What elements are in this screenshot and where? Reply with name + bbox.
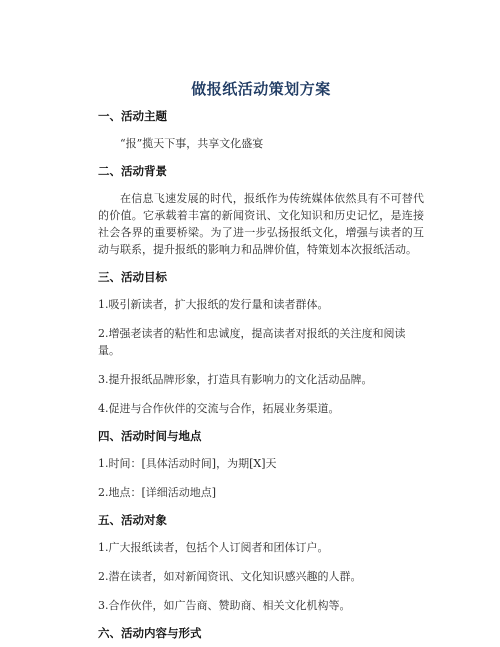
section-heading: 四、活动时间与地点 [98, 429, 202, 443]
list-item: 1.广大报纸读者，包括个人订阅者和团体订户。 [98, 541, 329, 554]
section-time-place [98, 429, 424, 501]
section-audience [98, 513, 424, 614]
section-heading: 二、活动背景 [98, 164, 167, 178]
section-goals [98, 270, 424, 417]
section-heading: 三、活动目标 [98, 270, 167, 284]
list-item: 2.增强老读者的粘性和忠诚度，提高读者对报纸的关注度和阅读量。 [98, 327, 406, 357]
list-item: 2.潜在读者，如对新闻资讯、文化知识感兴趣的人群。 [98, 570, 362, 583]
section-heading: 六、活动内容与形式 [98, 626, 202, 640]
section-heading: 一、活动主题 [98, 109, 167, 123]
list-item: 4.促进与合作伙伴的交流与合作，拓展业务渠道。 [98, 402, 340, 415]
document-title: 做报纸活动策划方案 [191, 80, 331, 98]
section-paragraph: 在信息飞速发展的时代，报纸作为传统媒体依然具有不可替代的价值。它承载着丰富的新闻资讯、文化知识和历史记忆，是连接社会各界的重要桥梁。为了进一步弘扬报纸文化，增强与读者的互动与联系，提升报纸的影响力和品牌价值，特策划本次报纸活动。 [98, 192, 424, 256]
list-item: 1.吸引新读者，扩大报纸的发行量和读者群体。 [98, 298, 329, 311]
section-theme [98, 109, 424, 152]
section-paragraph: “报”揽天下事，共享文化盛宴 [120, 137, 264, 150]
list-item: 1.时间：[具体活动时间]，为期[X]天 [98, 457, 277, 470]
list-item: 3.合作伙伴，如广告商、赞助商、相关文化机构等。 [98, 599, 351, 612]
list-item: 2.地点：[详细活动地点] [98, 486, 217, 499]
list-item: 3.提升报纸品牌形象，打造具有影响力的文化活动品牌。 [98, 373, 373, 386]
section-content-format [98, 626, 424, 640]
section-heading: 五、活动对象 [98, 513, 167, 527]
section-background [98, 164, 424, 258]
